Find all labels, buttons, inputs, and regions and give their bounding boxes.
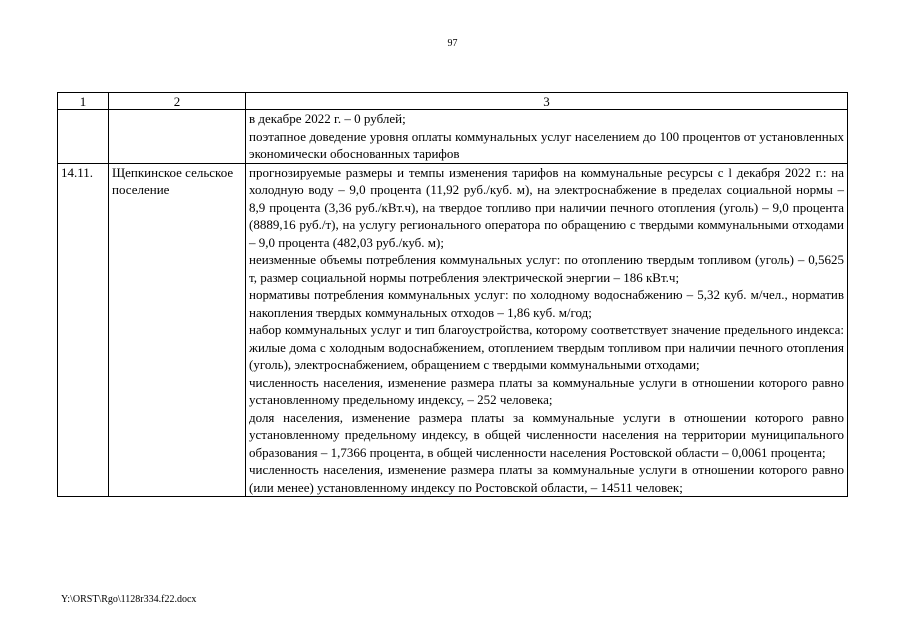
- paragraph: поэтапное доведение уровня оплаты коммунальных услуг населением до 100 процентов от установленных экономически обоснованных тарифов: [249, 128, 844, 161]
- table-header-row: [58, 93, 848, 110]
- paragraph: в декабре 2022 г. – 0 рублей;: [249, 111, 406, 126]
- paragraph-services-set: набор коммунальных услуг и тип благоустройства, которому соответствует значение предельного индекса: жилые дома с холодным водоснабжением, отоплением твердым топливом при наличии печного отопления (уголь), электроснабжением, обращением с твердыми коммунальными отходами;: [249, 322, 844, 372]
- row2-content-cell: [246, 163, 848, 497]
- header-cell-1: 1: [58, 93, 109, 110]
- row1-settlement-cell: [109, 110, 246, 164]
- page-number: 97: [447, 38, 458, 49]
- row1-content-cell: [246, 110, 848, 164]
- header-cell-2: 2: [109, 93, 246, 110]
- row-number: 14.11.: [58, 163, 109, 497]
- paragraph-norms: нормативы потребления коммунальных услуг: по холодному водоснабжению – 5,32 куб. м/чел., норматив накопления твердых коммунальных отходов – 1,86 куб. м/год;: [249, 287, 844, 320]
- footer-file-path: Y:\ORST\Rgo\1128r334.f22.docx: [61, 594, 197, 605]
- settlement-name: Щепкинское сельское поселение: [109, 163, 246, 497]
- header-cell-3: 3: [246, 93, 848, 110]
- row1-number-cell: [58, 110, 109, 164]
- paragraph-population-regional: численность населения, изменение размера платы за коммунальные услуги в отношении которого равно (или менее) установленному индексу по Ростовской области, – 14511 человек;: [249, 462, 844, 495]
- paragraph-population-count: численность населения, изменение размера платы за коммунальные услуги в отношении которого равно установленному предельному индексу, – 252 человека;: [249, 374, 844, 407]
- paragraph-population-share: доля населения, изменение размера платы за коммунальные услуги в отношении которого равно установленному предельному индексу, в общей численности населения на территории муниципального образования – 1,7366 процента, в общей численности населения Ростовской области – 0,0061 процента;: [249, 409, 844, 460]
- document-table: [57, 92, 848, 497]
- table-row-continuation: [58, 110, 848, 164]
- paragraph-tariffs: прогнозируемые размеры и темпы изменения тарифов на коммунальные ресурсы с l декабря 2022 г.: на холодную воду – 9,0 процента (11,92 руб./куб. м), на электроснабжение в пределах социальной нормы – 8,9 процента (3,36 руб./кВт.ч), на твердое топливо при наличии печного отопления (уголь) – 9,0 процента (8889,16 руб./т), на услугу регионального оператора по обращению с твердыми коммунальными отходами – 9,0 процента (482,03 руб./куб. м);: [249, 164, 844, 250]
- table-row-settlement: [58, 163, 848, 497]
- paragraph-consumption: неизменные объемы потребления коммунальных услуг: по отоплению твердым топливом (уголь) – 0,5625 т, размер социальной нормы потребления электрической энергии – 186 кВт.ч;: [249, 252, 844, 285]
